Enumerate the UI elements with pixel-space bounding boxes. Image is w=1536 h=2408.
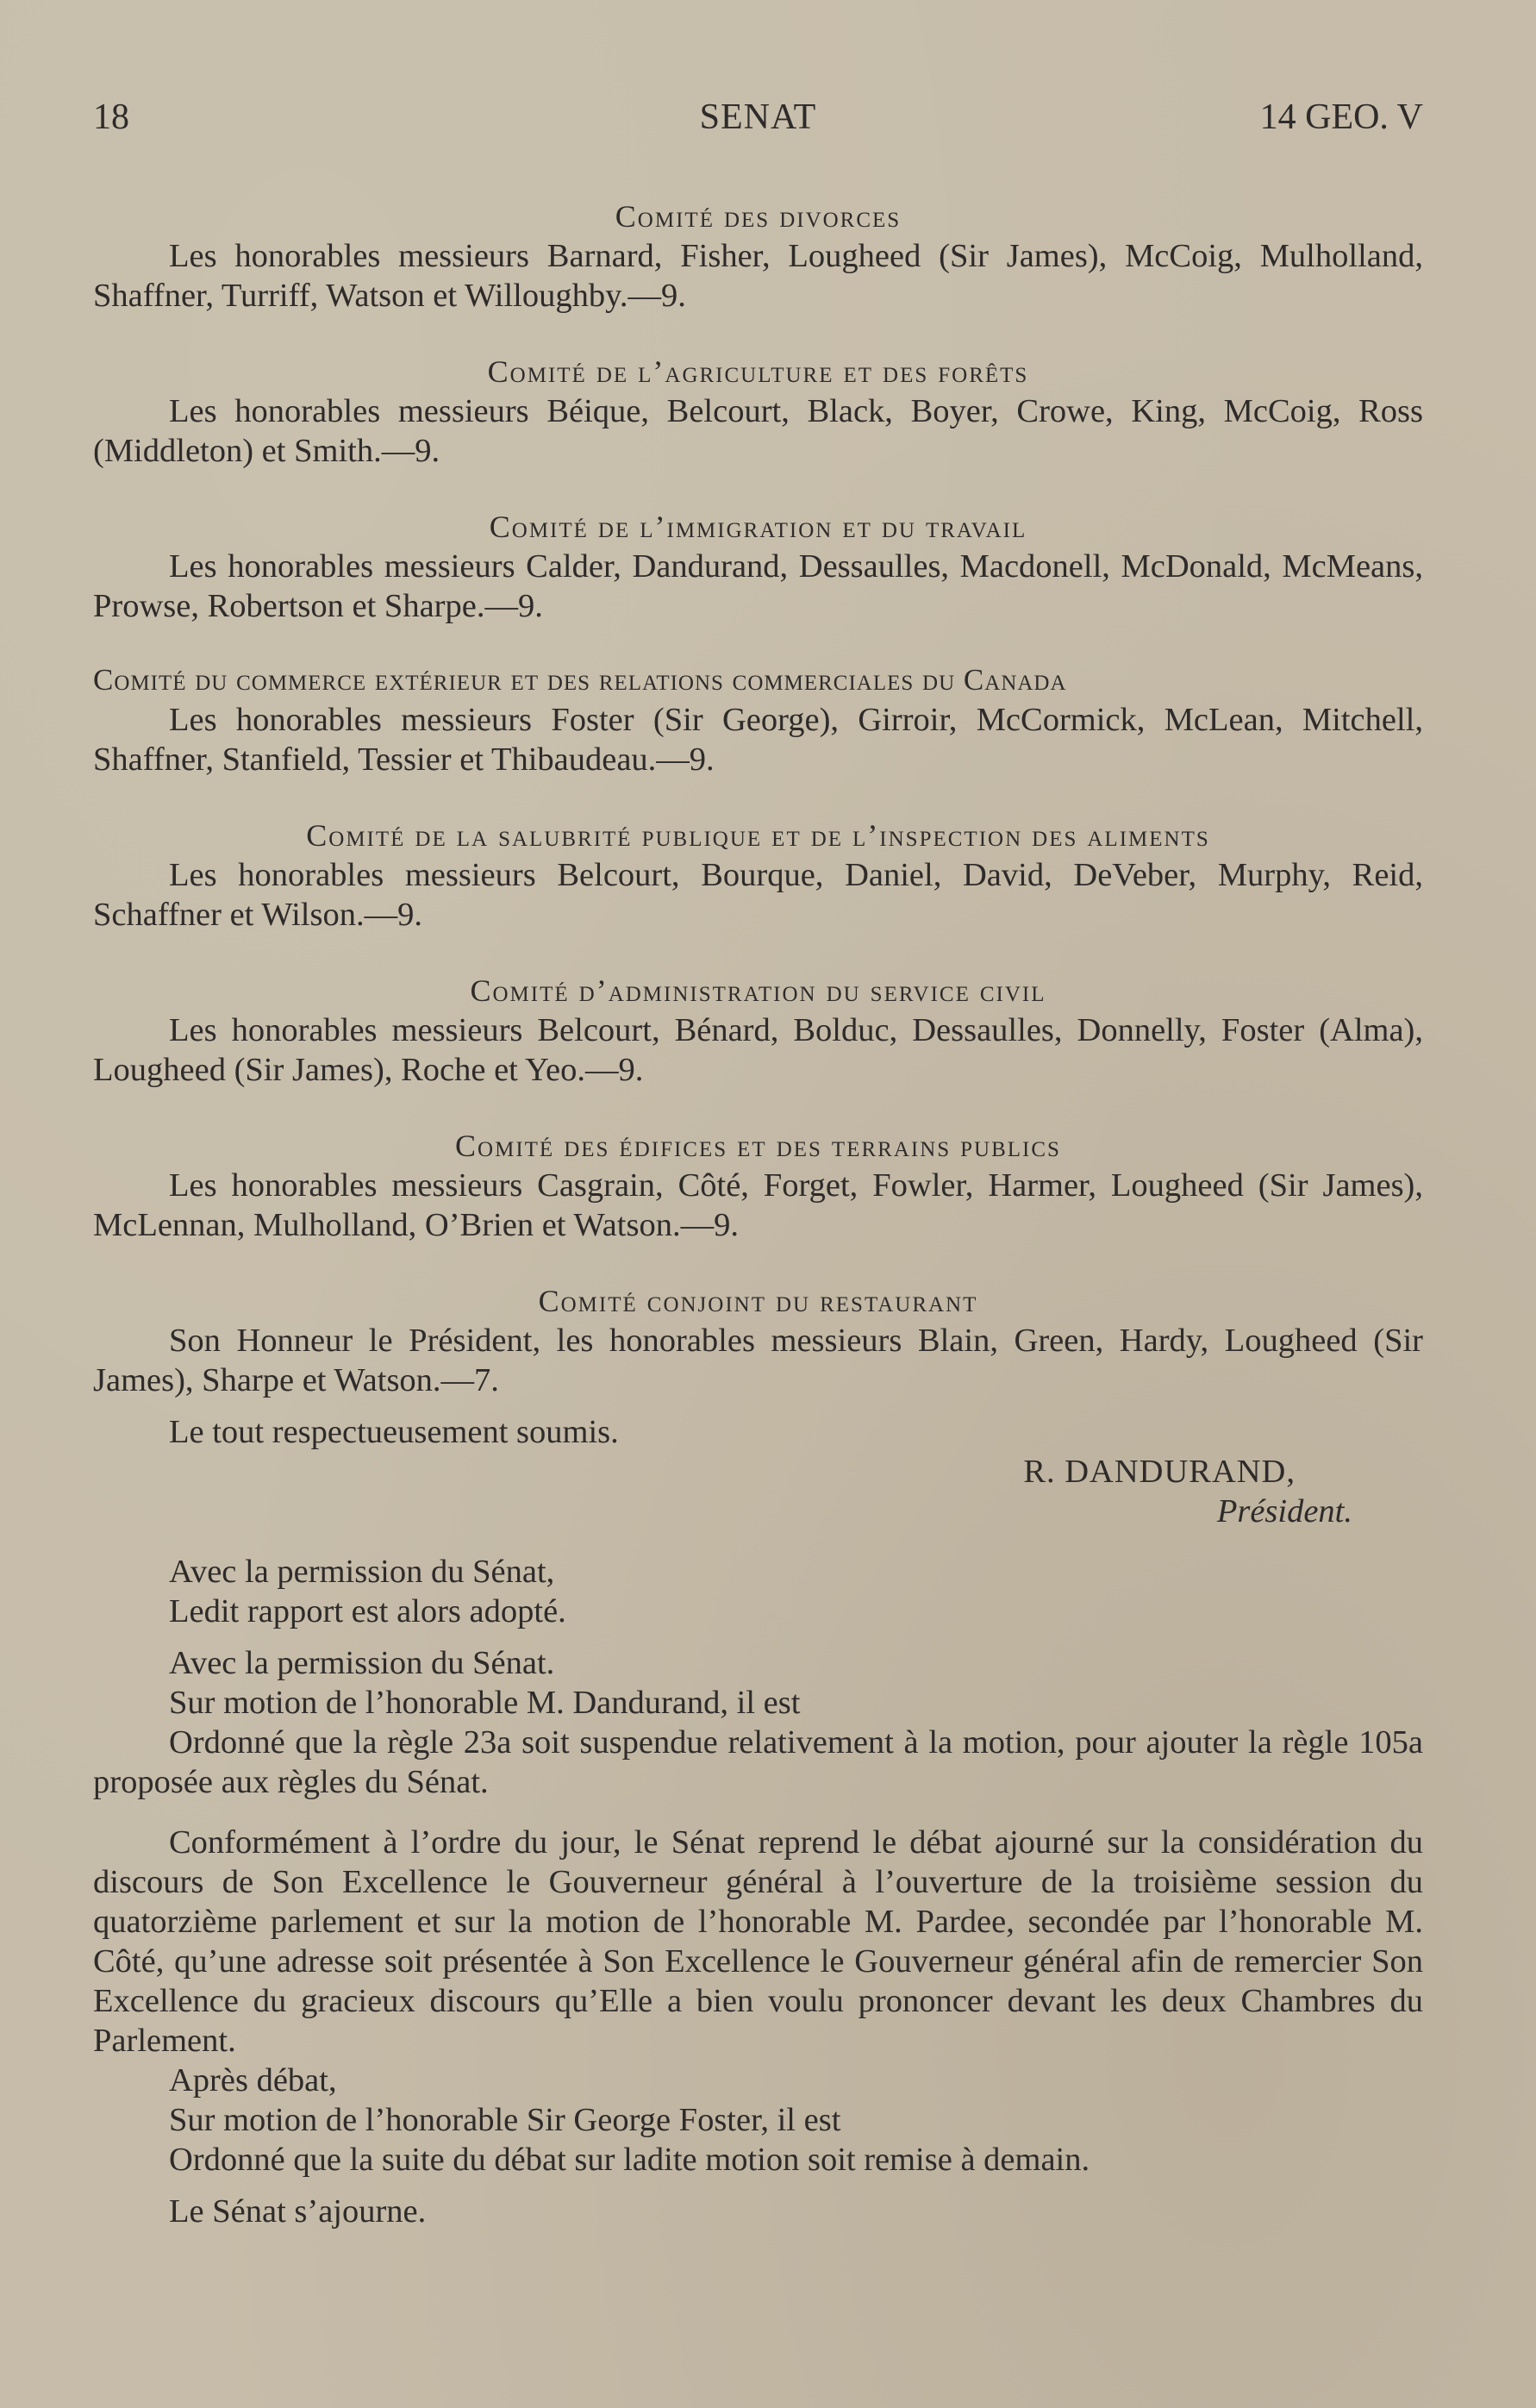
committee-members: Les honorables messieurs Calder, Dandurand, Dessaulles, Macdonell, McDonald, McMeans, Prowse, Robertson et Sharpe.—9. (93, 548, 1423, 624)
committee-members: Les honorables messieurs Casgrain, Côté, Forget, Fowler, Harmer, Lougheed (Sir James), McLennan, Mulholland, O’Brien et Watson.—9. (93, 1167, 1423, 1243)
committee-members: Son Honneur le Président, les honorables messieurs Blain, Green, Hardy, Lougheed (Sir James), Sharpe et Watson.—7. (93, 1323, 1423, 1398)
committee-members: Les honorables messieurs Béique, Belcourt, Black, Boyer, Crowe, King, McCoig, Ross (Middleton) et Smith.—9. (93, 393, 1423, 469)
header-session: 14 GEO. V (1259, 97, 1423, 137)
senate-adjourns: Le Sénat s’ajourne. (169, 2193, 427, 2230)
committee-heading: Comité conjoint du restaurant (538, 1284, 978, 1318)
closing-line: Le tout respectueusement soumis. (169, 1414, 619, 1450)
committee-commerce (93, 660, 1423, 779)
committee-members: Les honorables messieurs Belcourt, Bourque, Daniel, David, DeVeber, Murphy, Reid, Schaffner et Wilson.—9. (93, 857, 1423, 933)
proceeding-report-adopted (93, 1552, 1423, 1631)
committee-heading: Comité du commerce extérieur et des relations commerciales du Canada (93, 663, 1067, 697)
committee-salubrite (93, 816, 1423, 935)
page-number: 18 (93, 97, 129, 137)
proceeding-line: Après débat, (169, 2062, 337, 2098)
proceeding-line: Sur motion de l’honorable M. Dandurand, il est (169, 1685, 801, 1721)
committee-heading: Comité d’administration du service civil (470, 973, 1046, 1008)
committee-restaurant (93, 1281, 1423, 1400)
running-header (93, 97, 1423, 148)
committee-members: Les honorables messieurs Barnard, Fisher, Lougheed (Sir James), McCoig, Mulholland, Shaffner, Turriff, Watson et Willoughby.—9. (93, 238, 1423, 314)
proceeding-line: Ledit rapport est alors adopté. (169, 1593, 566, 1629)
proceeding-debate-paragraph: Conformément à l’ordre du jour, le Sénat reprend le débat ajourné sur la considération du discours de Son Excellence le Gouverneur général à l’ouverture de la troisième session du quatorzième parlement et sur la motion de l’honorable M. Pardee, secondée par l’honorable M. Côté, qu’une adresse soit présentée à Son Excellence le Gouverneur général afin de remercier Son Excellence du gracieux discours qu’Elle a bien voulu prononcer devant les deux Chambres du Parlement. (93, 1824, 1423, 2059)
committee-heading: Comité de l’immigration et du travail (489, 510, 1027, 544)
proceeding-line: Avec la permission du Sénat, (169, 1554, 555, 1590)
committee-immigration (93, 507, 1423, 626)
proceeding-rule-suspension (93, 1643, 1423, 1802)
committee-heading: Comité des édifices et des terrains publics (455, 1129, 1061, 1163)
signature-title: Président. (1216, 1493, 1352, 1529)
committee-heading: Comité de l’agriculture et des forêts (487, 354, 1029, 389)
proceeding-line: Sur motion de l’honorable Sir George Foster, il est (169, 2102, 841, 2138)
committee-edifices (93, 1126, 1423, 1245)
committee-members: Les honorables messieurs Foster (Sir George), Girroir, McCormick, McLean, Mitchell, Shaffner, Stanfield, Tessier et Thibaudeau.—9. (93, 702, 1423, 778)
committee-heading: Comité de la salubrité publique et de l’inspection des aliments (306, 818, 1210, 853)
committee-heading: Comité des divorces (615, 199, 902, 234)
committee-divorces (93, 197, 1423, 316)
proceeding-adjourn-debate (93, 2061, 1423, 2180)
header-title: SENAT (699, 97, 817, 137)
committee-members: Les honorables messieurs Belcourt, Bénard, Bolduc, Dessaulles, Donnelly, Foster (Alma), Lougheed (Sir James), Roche et Yeo.—9. (93, 1012, 1423, 1088)
committee-agriculture (93, 352, 1423, 471)
page-body (93, 197, 1423, 2231)
proceeding-line: Avec la permission du Sénat. (169, 1645, 555, 1681)
signature-name: R. DANDURAND, (1023, 1454, 1296, 1490)
proceeding-paragraph: Ordonné que la règle 23a soit suspendue relativement à la motion, pour ajouter la règle 105a proposée aux règles du Sénat. (93, 1724, 1423, 1800)
proceeding-paragraph: Ordonné que la suite du débat sur ladite motion soit remise à demain. (169, 2142, 1090, 2178)
committee-service-civil (93, 971, 1423, 1090)
